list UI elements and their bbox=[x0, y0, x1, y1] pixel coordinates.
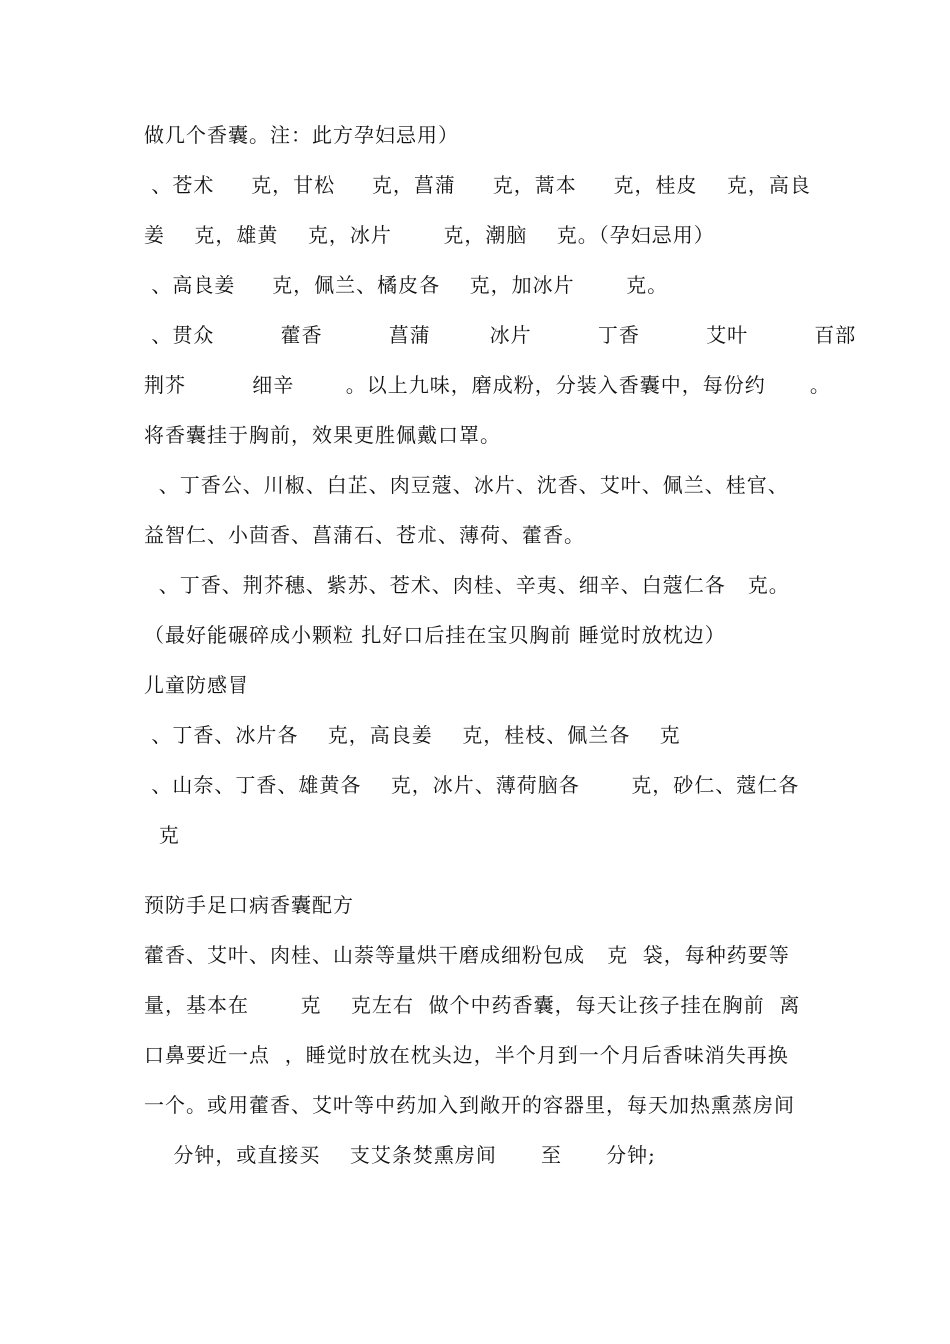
text-line: 荆芥 细辛 。以上九味，磨成粉，分装入香囊中，每份约 。 bbox=[144, 373, 831, 397]
text-line: 、丁香、荆芥穗、紫苏、苍术、肉桂、辛夷、细辛、白蔻仁各 克。 bbox=[144, 573, 790, 597]
text-line: 克 bbox=[144, 823, 180, 847]
text-line: 量，基本在 克 克左右 做个中药香囊，每天让孩子挂在胸前 离 bbox=[144, 993, 801, 1017]
text-line: 一个。或用藿香、艾叶等中药加入到敞开的容器里，每天加热熏蒸房间 bbox=[144, 1093, 795, 1117]
text-line: 、贯众 藿香 菖蒲 冰片 丁香 艾叶 百部 bbox=[144, 323, 857, 347]
text-line: （最好能碾碎成小颗粒 扎好口后挂在宝贝胸前 睡觉时放枕边） bbox=[144, 623, 726, 647]
text-line: 姜 克，雄黄 克，冰片 克，潮脑 克。（孕妇忌用） bbox=[144, 223, 715, 247]
text-line: 、丁香、冰片各 克，高良姜 克，桂枝、佩兰各 克 bbox=[144, 723, 681, 747]
text-line: 、苍术 克，甘松 克，菖蒲 克，蒿本 克，桂皮 克，高良 bbox=[144, 173, 811, 197]
text-line: 分钟，或直接买 支艾条焚熏房间 至 分钟; bbox=[144, 1143, 656, 1167]
text-line: 、高良姜 克，佩兰、橘皮各 克，加冰片 克。 bbox=[144, 273, 669, 297]
text-line: 益智仁、小茴香、菖蒲石、苍朮、薄荷、藿香。 bbox=[144, 523, 585, 547]
text-line: 藿香、艾叶、肉桂、山萘等量烘干磨成细粉包成 克 袋，每种药要等 bbox=[144, 943, 790, 967]
text-line: 将香囊挂于胸前，效果更胜佩戴口罩。 bbox=[144, 423, 501, 447]
text-line: 口鼻要近一点 ，睡觉时放在枕头边，半个月到一个月后香味消失再换 bbox=[144, 1043, 789, 1067]
section-heading: 预防手足口病香囊配方 bbox=[144, 893, 354, 917]
text-line: 做几个香囊。注：此方孕妇忌用） bbox=[144, 123, 459, 147]
section-heading: 儿童防感冒 bbox=[144, 673, 249, 697]
text-line: 、山奈、丁香、雄黄各 克，冰片、薄荷脑各 克，砂仁、蔻仁各 bbox=[144, 773, 800, 797]
text-line: 、丁香公、川椒、白芷、肉豆蔻、冰片、沈香、艾叶、佩兰、桂官、 bbox=[144, 473, 789, 497]
